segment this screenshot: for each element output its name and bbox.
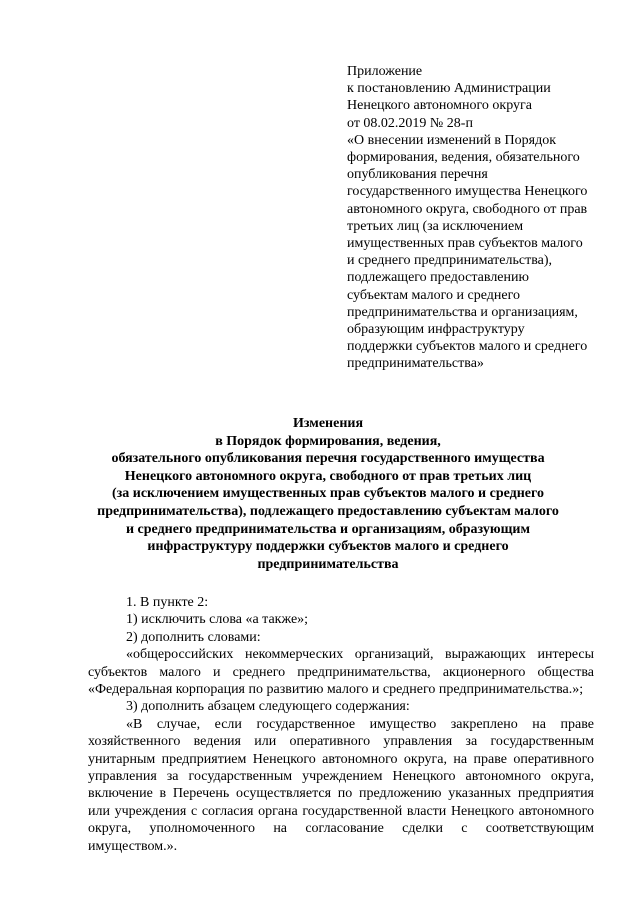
quote-line: «Федеральная корпорация по развитию малого и среднего предпринимательства.»;	[88, 682, 584, 698]
document-title	[60, 415, 596, 573]
title-line: обязательного опубликования перечня государственного имущества	[111, 451, 545, 467]
appendix-line: опубликования перечня	[347, 167, 488, 183]
appendix-line: образующим инфраструктуру	[347, 322, 525, 338]
appendix-header	[347, 63, 609, 373]
appendix-line: автономного округа, свободного от прав	[347, 201, 588, 217]
paragraph-line: хозяйственного ведения или оперативного управления за государственным	[88, 734, 594, 750]
appendix-line: предпринимательства и организациям,	[347, 304, 578, 320]
title-line: предпринимательства	[257, 556, 399, 572]
paragraph-line: управления за государственным учреждением Ненецкого автономного округа,	[88, 769, 594, 785]
appendix-line: подлежащего предоставлению	[347, 270, 529, 286]
quote-line: «общероссийских некоммерческих организаций, выражающих интересы	[126, 647, 594, 663]
appendix-line: от 08.02.2019 № 28-п	[347, 115, 473, 131]
title-line: в Порядок формирования, ведения,	[215, 433, 441, 449]
title-line: и среднего предпринимательства и организациям, образующим	[125, 521, 530, 537]
paragraph-line: или учреждения с согласия органа государственной власти Ненецкого автономного	[88, 803, 594, 819]
appendix-line: Ненецкого автономного округа	[347, 98, 532, 114]
paragraph-line: включение в Перечень осуществляется по предложению указанных предприятия	[88, 786, 594, 802]
appendix-line: к постановлению Администрации	[347, 81, 551, 97]
paragraph-line: унитарным предприятием Ненецкого автономного округа, на праве оперативного	[88, 751, 594, 767]
appendix-line: формирования, ведения, обязательного	[347, 150, 580, 166]
appendix-line: поддержки субъектов малого и среднего	[347, 339, 588, 355]
appendix-line: предпринимательства»	[347, 356, 484, 372]
title-line: Изменения	[292, 416, 364, 431]
title-line: инфраструктуру поддержки субъектов малого и среднего	[147, 539, 509, 555]
appendix-line: Приложение	[347, 64, 423, 79]
appendix-line: государственного имущества Ненецкого	[347, 184, 588, 200]
title-line: (за исключением имущественных прав субъектов малого и среднего	[111, 486, 545, 502]
document-body	[88, 594, 594, 855]
item-heading: 1. В пункте 2:	[126, 595, 209, 610]
paragraph-line: «В случае, если государственное имущество закреплено на праве	[126, 716, 594, 732]
subitem: 2) дополнить словами:	[126, 629, 261, 645]
title-line: Ненецкого автономного округа, свободного от прав третьих лиц	[124, 468, 532, 484]
paragraph-line: имуществом.».	[88, 838, 178, 854]
subitem: 3) дополнить абзацем следующего содержания:	[126, 699, 410, 715]
quote-line: субъектов малого и среднего предпринимательства, акционерного общества	[88, 664, 594, 680]
subitem: 1) исключить слова «а также»;	[126, 612, 309, 628]
appendix-line: «О внесении изменений в Порядок	[347, 132, 557, 148]
paragraph-line: округа, уполномоченного на согласование сделки с соответствующим	[88, 821, 594, 837]
appendix-line: имущественных прав субъектов малого	[347, 236, 583, 252]
appendix-line: третьих лиц (за исключением	[347, 218, 524, 234]
appendix-line: и среднего предпринимательства),	[347, 253, 553, 269]
appendix-line: субъектам малого и среднего	[347, 287, 520, 303]
title-line: предпринимательства), подлежащего предоставлению субъектам малого	[97, 503, 559, 519]
